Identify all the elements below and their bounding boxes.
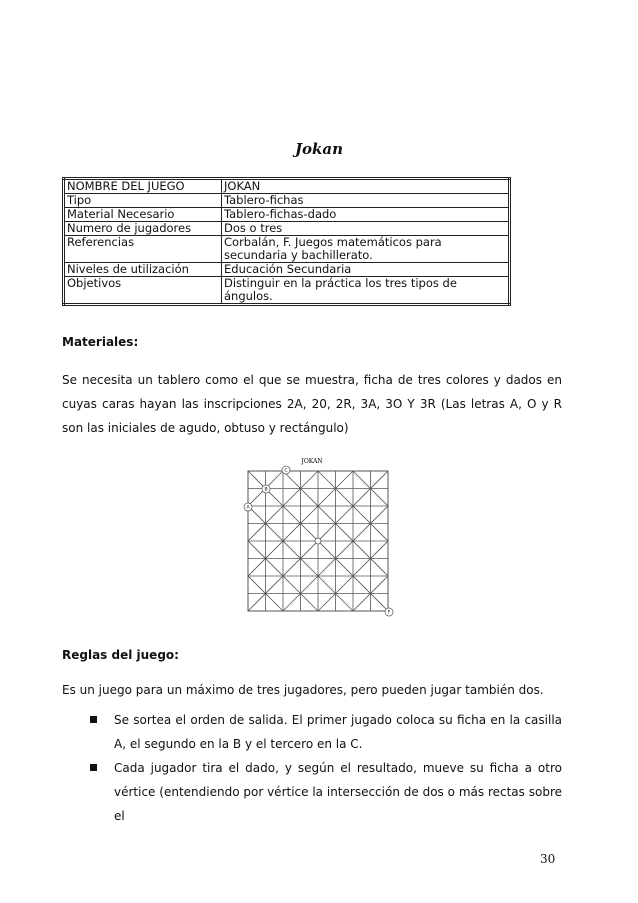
list-item-text: Se sortea el orden de salida. El primer jugado coloca su ficha en la casilla A, el segundo en la B y el tercero en la C. — [114, 713, 562, 751]
table-value-line: ángulos. — [224, 289, 273, 303]
table-value — [222, 277, 510, 305]
materiales-heading: Materiales: — [62, 335, 139, 349]
table-row — [64, 222, 510, 236]
table-key: Niveles de utilización — [64, 263, 222, 277]
table-value: Tablero-fichas — [222, 194, 510, 208]
square-bullet-icon — [90, 764, 97, 771]
marker-a-label: A — [246, 505, 250, 511]
table-key: NOMBRE DEL JUEGO — [64, 179, 222, 194]
table-row — [64, 277, 510, 305]
game-info-table — [62, 177, 511, 306]
table-row — [64, 194, 510, 208]
page-title: Jokan — [294, 140, 344, 158]
table-key: Referencias — [64, 236, 222, 263]
table-row — [64, 236, 510, 263]
reglas-list — [62, 708, 562, 828]
table-row — [64, 179, 510, 194]
materiales-paragraph: Se necesita un tablero como el que se muestra, ficha de tres colores y dados en cuyas caras hayan las inscripciones 2A, 20, 2R, 3A, 3O Y 3R (Las letras A, O y R son las iniciales de agudo, obtuso y rectángulo) — [62, 373, 562, 435]
reglas-intro: Es un juego para un máximo de tres jugadores, pero pueden jugar también dos. — [62, 683, 544, 697]
marker-f-label: F — [387, 610, 391, 616]
table-key: Material Necesario — [64, 208, 222, 222]
table-value-line: secundaria y bachillerato. — [224, 248, 373, 262]
table-value: JOKAN — [222, 179, 510, 194]
table-value: Dos o tres — [222, 222, 510, 236]
page-number: 30 — [540, 852, 556, 866]
table-key: Tipo — [64, 194, 222, 208]
marker-b-label: B — [264, 487, 268, 493]
table-row — [64, 263, 510, 277]
table-key: Numero de jugadores — [64, 222, 222, 236]
table-key: Objetivos — [64, 277, 222, 305]
table-value-line: Corbalán, F. Juegos matemáticos para — [224, 235, 442, 249]
table-value: Educación Secundaria — [222, 263, 510, 277]
square-bullet-icon — [90, 716, 97, 723]
list-item — [62, 708, 562, 756]
reglas-heading: Reglas del juego: — [62, 648, 179, 662]
table-row — [64, 208, 510, 222]
table-value: Tablero-fichas-dado — [222, 208, 510, 222]
board-center-point — [315, 538, 321, 544]
jokan-board — [236, 451, 402, 631]
list-item-text: Cada jugador tira el dado, y según el resultado, mueve su ficha a otro vértice (entendiendo por vértice la intersección de dos o más rectas sobre el — [114, 761, 562, 823]
board-label: JOKAN — [301, 458, 323, 465]
table-value — [222, 236, 510, 263]
list-item — [62, 756, 562, 828]
table-value-line: Distinguir en la práctica los tres tipos de — [224, 276, 457, 290]
marker-c-label: C — [284, 468, 288, 474]
